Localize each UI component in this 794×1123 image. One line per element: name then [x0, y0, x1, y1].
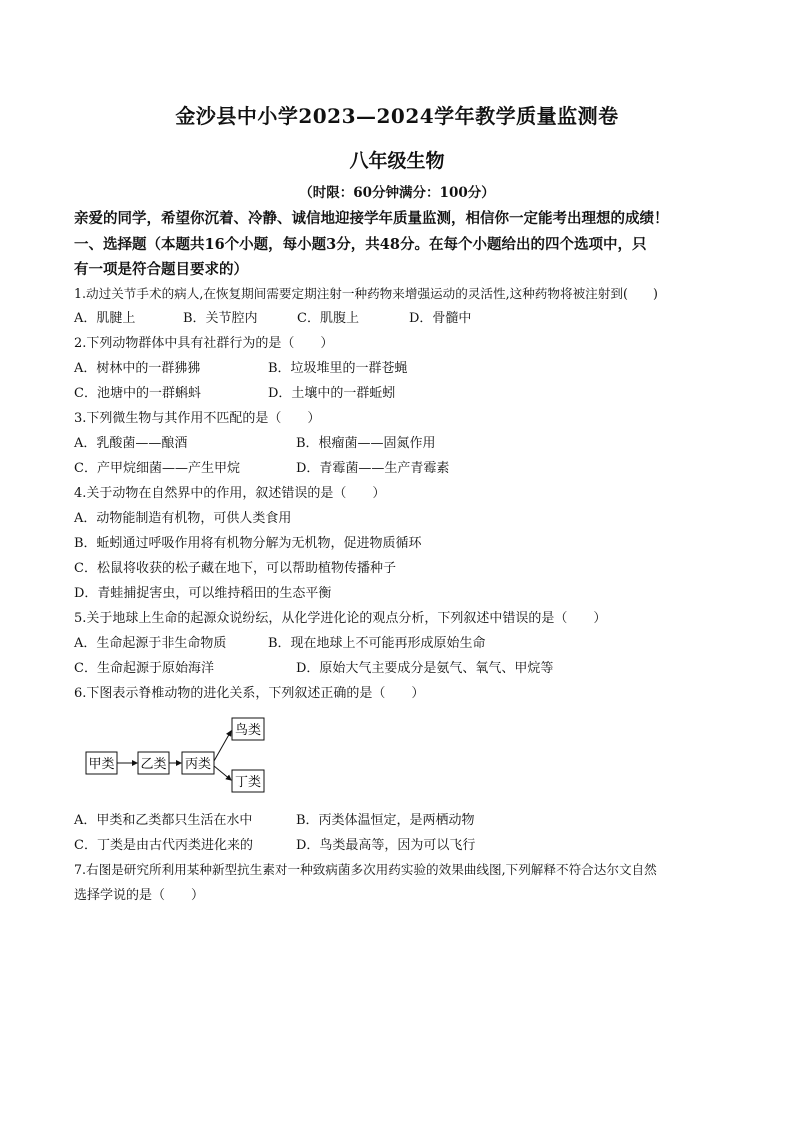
- q1-option-c: C．肌腹上: [297, 311, 359, 326]
- q5-option-c: C．生命起源于原始海洋: [74, 661, 214, 676]
- q4-option-d: D．青蛙捕捉害虫，可以维持稻田的生态平衡: [74, 586, 332, 601]
- q1-option-d: D．骨髓中: [409, 311, 472, 326]
- q2-option-a: A．树林中的一群狒狒: [74, 361, 201, 376]
- question-5-stem: 5.关于地球上生命的起源众说纷纭，从化学进化论的观点分析，下列叙述中错误的是（ ）: [74, 611, 607, 626]
- question-7-stem-cont: 选择学说的是（ ）: [74, 888, 205, 903]
- q4-option-b: B．蚯蚓通过呼吸作用将有机物分解为无机物，促进物质循环: [74, 536, 422, 551]
- q1-option-a: A．肌腱上: [74, 311, 136, 326]
- evolution-diagram: [74, 713, 274, 798]
- node-ding-label: 丁类: [234, 775, 262, 790]
- q1-option-b: B．关节腔内: [183, 311, 258, 326]
- q5-option-d: D．原始大气主要成分是氨气、氧气、甲烷等: [296, 661, 554, 676]
- q4-option-a: A．动物能制造有机物，可供人类食用: [74, 511, 292, 526]
- arrow-bing-niao: [214, 731, 231, 761]
- question-1-stem: 1.动过关节手术的病人,在恢复期间需要定期注射一种药物来增强运动的灵活性,这种药物将被注射到( ): [74, 286, 658, 301]
- question-7-stem: 7.右图是研究所利用某种新型抗生素对一种致病菌多次用药实验的效果曲线图,下列解释不符合达尔文自然: [74, 862, 657, 877]
- q2-option-d: D．土壤中的一群蚯蚓: [268, 386, 396, 401]
- section-heading: 一、选择题（本题共16个小题，每小题3分，共48分。在每个小题给出的四个选项中，只: [74, 236, 647, 253]
- intro-text: 亲爱的同学，希望你沉着、冷静、诚信地迎接学年质量监测，相信你一定能考出理想的成绩！: [74, 210, 669, 227]
- question-3-stem: 3.下列微生物与其作用不匹配的是（ ）: [74, 411, 321, 426]
- question-4-stem: 4.关于动物在自然界中的作用，叙述错误的是（ ）: [74, 486, 386, 501]
- q3-option-b: B．根瘤菌——固氮作用: [296, 436, 436, 451]
- node-niao-label: 鸟类: [234, 723, 262, 738]
- question-6-stem: 6.下图表示脊椎动物的进化关系，下列叙述正确的是（ ）: [74, 686, 425, 701]
- page-subtitle: 八年级生物: [349, 150, 445, 172]
- q4-option-c: C．松鼠将收获的松子藏在地下，可以帮助植物传播种子: [74, 561, 396, 576]
- node-bing: [182, 752, 214, 774]
- question-2-stem: 2.下列动物群体中具有社群行为的是（ ）: [74, 336, 334, 351]
- node-niao: [232, 718, 264, 740]
- node-jia: [86, 752, 117, 774]
- q3-option-c: C．产甲烷细菌——产生甲烷: [74, 461, 240, 476]
- q6-option-b: B．丙类体温恒定，是两栖动物: [296, 813, 475, 828]
- q6-option-d: D．鸟类最高等，因为可以飞行: [296, 838, 476, 853]
- section-heading-cont: 有一项是符合题目要求的）: [74, 261, 248, 278]
- q6-option-c: C．丁类是由古代丙类进化来的: [74, 838, 253, 853]
- node-ding: [232, 770, 264, 792]
- q6-option-a: A．甲类和乙类都只生活在水中: [74, 813, 253, 828]
- node-jia-label: 甲类: [88, 757, 115, 772]
- q2-option-b: B．垃圾堆里的一群苍蝇: [268, 361, 408, 376]
- time-limit-note: （时限：60分钟满分：100分）: [299, 185, 495, 201]
- node-yi-label: 乙类: [140, 757, 167, 772]
- q2-option-c: C．池塘中的一群蝌蚪: [74, 386, 201, 401]
- q3-option-a: A．乳酸菌——酿酒: [74, 436, 188, 451]
- page-title: 金沙县中小学2023—2024学年教学质量监测卷: [175, 104, 619, 128]
- node-yi: [138, 752, 169, 774]
- node-bing-label: 丙类: [184, 757, 212, 772]
- q5-option-b: B．现在地球上不可能再形成原始生命: [268, 636, 486, 651]
- q3-option-d: D．青霉菌——生产青霉素: [296, 461, 450, 476]
- q5-option-a: A．生命起源于非生命物质: [74, 636, 227, 651]
- arrow-bing-ding: [214, 766, 231, 780]
